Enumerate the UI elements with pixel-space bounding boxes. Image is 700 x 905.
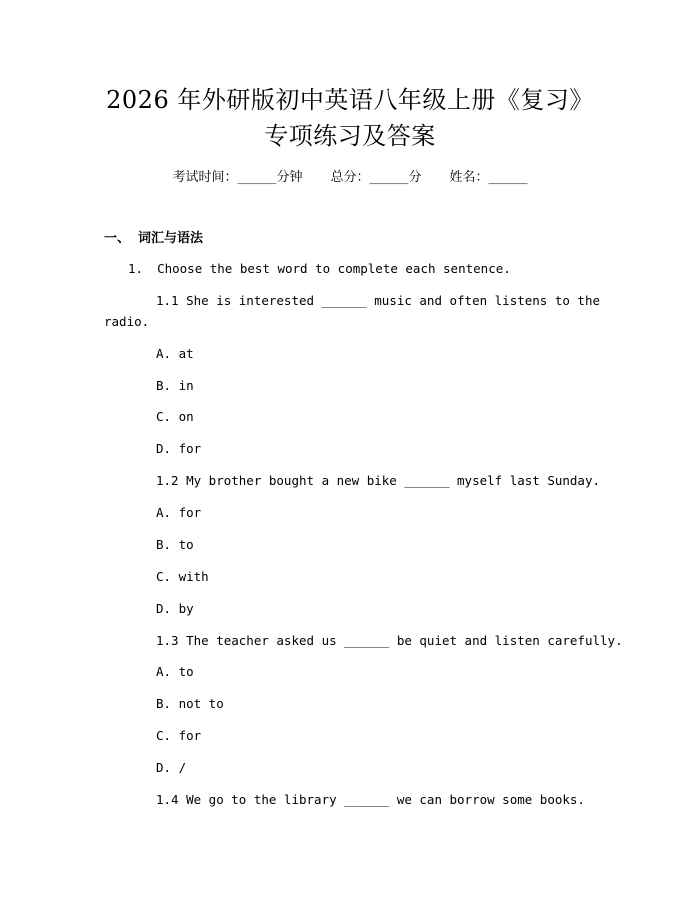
section-title: 词汇与语法 bbox=[138, 231, 204, 246]
total-score-label: 总分：______分 bbox=[330, 170, 422, 185]
document-title-line2: 专项练习及答案 bbox=[264, 122, 436, 150]
answer-option: B. to bbox=[156, 537, 194, 552]
exam-time-label: 考试时间：______分钟 bbox=[172, 170, 303, 185]
document-title-line1: 2026 年外研版初中英语八年级上册《复习》 bbox=[106, 86, 594, 114]
section-heading bbox=[104, 229, 203, 249]
question-number: 1. bbox=[128, 261, 144, 276]
answer-option: D. / bbox=[156, 760, 187, 775]
section-number: 一、 bbox=[104, 231, 131, 246]
answer-option: D. by bbox=[156, 601, 194, 616]
answer-option: B. in bbox=[156, 378, 194, 393]
answer-option: A. at bbox=[156, 346, 194, 361]
question-stem: 1.1 She is interested ______ music and often listens to the bbox=[156, 293, 601, 308]
answer-option: A. to bbox=[156, 664, 194, 679]
question-text: Choose the best word to complete each sentence. bbox=[157, 261, 511, 276]
answer-option: C. with bbox=[156, 569, 209, 584]
answer-option: D. for bbox=[156, 441, 202, 456]
question-stem-continuation: radio. bbox=[104, 314, 150, 329]
question-stem: 1.3 The teacher asked us ______ be quiet and listen carefully. bbox=[156, 633, 623, 648]
question-stem: 1.2 My brother bought a new bike ______ myself last Sunday. bbox=[156, 473, 601, 488]
exam-info bbox=[0, 168, 700, 188]
student-name-label: 姓名：______ bbox=[449, 170, 528, 185]
question-instruction bbox=[128, 259, 511, 279]
answer-option: B. not to bbox=[156, 696, 224, 711]
answer-option: C. for bbox=[156, 728, 202, 743]
answer-option: C. on bbox=[156, 409, 194, 424]
answer-option: A. for bbox=[156, 505, 202, 520]
question-stem: 1.4 We go to the library ______ we can borrow some books. bbox=[156, 792, 585, 807]
